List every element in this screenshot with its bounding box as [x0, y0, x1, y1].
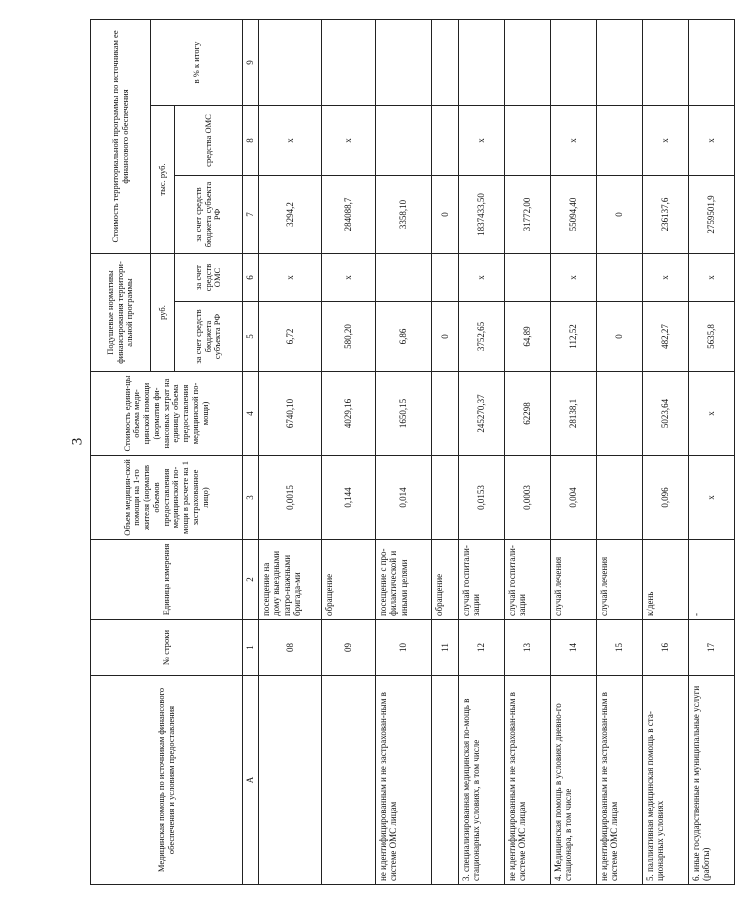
- row-cost-oms: [597, 105, 643, 175]
- row-unit: случай лечения: [551, 540, 597, 620]
- table-row: [643, 19, 689, 884]
- header-col-2: Единица измерения: [91, 540, 243, 620]
- table-row: [505, 19, 551, 884]
- row-line-number: 08: [259, 620, 322, 676]
- row-percent: [322, 19, 376, 105]
- row-cost-budget: 236137,6: [643, 175, 689, 253]
- colnum-1: 1: [243, 620, 259, 676]
- row-cost-budget: 284088,7: [322, 175, 376, 253]
- row-norm-oms: [597, 253, 643, 301]
- row-norm-budget: 0: [432, 302, 459, 372]
- table-row: [551, 19, 597, 884]
- row-line-number: 10: [376, 620, 432, 676]
- table-row: [376, 19, 432, 884]
- row-cost-budget: 3294,2: [259, 175, 322, 253]
- row-norm-oms: х: [551, 253, 597, 301]
- row-norm-oms: х: [643, 253, 689, 301]
- row-name: не идентифицированным и не застрахован-ным в системе ОМС лицам: [505, 676, 551, 885]
- colnum-5: 5: [243, 302, 259, 372]
- colnum-6: 6: [243, 253, 259, 301]
- colnum-3: 3: [243, 456, 259, 540]
- row-cost-budget: 0: [432, 175, 459, 253]
- row-unit: -: [689, 540, 735, 620]
- row-unit: обращение: [432, 540, 459, 620]
- row-unit: к/день: [643, 540, 689, 620]
- row-unit-cost: 1650,15: [376, 372, 432, 456]
- table-row: [597, 19, 643, 884]
- row-volume: 0,096: [643, 456, 689, 540]
- colnum-a: А: [243, 676, 259, 885]
- row-norm-budget: 112,52: [551, 302, 597, 372]
- row-unit-cost: 5023,64: [643, 372, 689, 456]
- row-unit-cost: 62298: [505, 372, 551, 456]
- row-norm-budget: 6,72: [259, 302, 322, 372]
- colnum-9: 9: [243, 19, 259, 105]
- header-group-normatives: Подушевые нормативы финансирования территори-альной программы: [91, 253, 151, 371]
- row-cost-oms: х: [643, 105, 689, 175]
- row-line-number: 17: [689, 620, 735, 676]
- row-name: 5. паллиативная медицинская помощь в ста-ционарных условиях: [643, 676, 689, 885]
- header-col-a: Медицинская помощь по источникам финансового обеспечения и условиям предоставления: [91, 676, 243, 885]
- row-norm-budget: 482,27: [643, 302, 689, 372]
- table-row: [322, 19, 376, 884]
- row-cost-oms: х: [459, 105, 505, 175]
- row-unit: случай госпитали-зации: [505, 540, 551, 620]
- row-percent: [459, 19, 505, 105]
- row-percent: [551, 19, 597, 105]
- header-col-7: за счет средств бюджета субъекта РФ: [175, 175, 243, 253]
- row-unit: случай лечения: [597, 540, 643, 620]
- header-unit-thous: тыс. руб.: [151, 105, 175, 253]
- row-cost-budget: 1837433,50: [459, 175, 505, 253]
- row-line-number: 16: [643, 620, 689, 676]
- colnum-7: 7: [243, 175, 259, 253]
- row-cost-budget: 3358,10: [376, 175, 432, 253]
- row-volume: х: [689, 456, 735, 540]
- row-norm-oms: х: [689, 253, 735, 301]
- table-row: [432, 19, 459, 884]
- row-name: не идентифицированным и не застрахован-ным в системе ОМС лицам: [376, 676, 432, 885]
- column-number-row: [243, 19, 259, 884]
- row-unit: посещение с про-филактической и иными целями: [376, 540, 432, 620]
- row-volume: 0,014: [376, 456, 432, 540]
- row-name: 3. специализированная медицинская по-мощь в стационарных условиях, в том числе: [459, 676, 505, 885]
- row-name: 4. Медицинская помощь в условиях дневно-го стационара, в том числе: [551, 676, 597, 885]
- row-norm-oms: [376, 253, 432, 301]
- row-percent: [689, 19, 735, 105]
- row-cost-oms: х: [689, 105, 735, 175]
- colnum-4: 4: [243, 372, 259, 456]
- row-name: [259, 676, 322, 885]
- row-name: 6. иные государственные и муниципальные услуги (работы): [689, 676, 735, 885]
- row-norm-budget: 0: [597, 302, 643, 372]
- row-volume: 0,144: [322, 456, 376, 540]
- header-col-8: средства ОМС: [175, 105, 243, 175]
- row-norm-budget: 580,20: [322, 302, 376, 372]
- row-unit: посещение на дому выездными патро-нажными бригада-ми: [259, 540, 322, 620]
- row-cost-oms: х: [259, 105, 322, 175]
- rotated-table-wrapper: [90, 20, 717, 885]
- row-percent: [597, 19, 643, 105]
- row-norm-budget: 5635,8: [689, 302, 735, 372]
- header-col-4: Стоимость едини-цы объема меди-цинской помощи (норматив фи-нансовых затрат на единицу объема предоставления медицинской по-мощи): [91, 372, 243, 456]
- row-name: [322, 676, 376, 885]
- row-norm-oms: х: [259, 253, 322, 301]
- header-col-6: за счет средств ОМС: [175, 253, 243, 301]
- row-name: не идентифицированным и не застрахован-ным в системе ОМС лицам: [597, 676, 643, 885]
- row-percent: [505, 19, 551, 105]
- table-row: [459, 19, 505, 884]
- row-volume: 0,0003: [505, 456, 551, 540]
- row-norm-budget: 64,89: [505, 302, 551, 372]
- row-norm-budget: 6,86: [376, 302, 432, 372]
- row-cost-oms: [505, 105, 551, 175]
- row-cost-oms: х: [551, 105, 597, 175]
- row-cost-budget: 0: [597, 175, 643, 253]
- row-line-number: 14: [551, 620, 597, 676]
- header-col-9: в % к итогу: [151, 19, 243, 105]
- table-row: [259, 19, 322, 884]
- row-percent: [643, 19, 689, 105]
- colnum-8: 8: [243, 105, 259, 175]
- header-unit-rub: руб.: [151, 253, 175, 371]
- row-volume: 0,0153: [459, 456, 505, 540]
- row-percent: [376, 19, 432, 105]
- row-name: [432, 676, 459, 885]
- row-cost-oms: [376, 105, 432, 175]
- row-norm-budget: 3752,65: [459, 302, 505, 372]
- row-cost-budget: 55094,40: [551, 175, 597, 253]
- row-unit: случай госпитали-зации: [459, 540, 505, 620]
- row-unit-cost: [597, 372, 643, 456]
- row-unit-cost: 245270,37: [459, 372, 505, 456]
- row-line-number: 13: [505, 620, 551, 676]
- row-volume: 0,0015: [259, 456, 322, 540]
- row-volume: [597, 456, 643, 540]
- header-col-1: № строки: [91, 620, 243, 676]
- row-unit-cost: х: [689, 372, 735, 456]
- row-norm-oms: [432, 253, 459, 301]
- row-unit: обращение: [322, 540, 376, 620]
- row-line-number: 09: [322, 620, 376, 676]
- row-volume: [432, 456, 459, 540]
- row-unit-cost: 28138,1: [551, 372, 597, 456]
- row-percent: [259, 19, 322, 105]
- header-col-5: за счет средств бюджета субъекта РФ: [175, 302, 243, 372]
- row-norm-oms: х: [322, 253, 376, 301]
- row-cost-oms: [432, 105, 459, 175]
- colnum-2: 2: [243, 540, 259, 620]
- row-unit-cost: 4029,16: [322, 372, 376, 456]
- row-cost-budget: 2759501,9: [689, 175, 735, 253]
- header-group-cost: Стоимость территориальной программы по источникам ее финансового обеспечения: [91, 19, 151, 253]
- row-volume: 0,004: [551, 456, 597, 540]
- row-line-number: 11: [432, 620, 459, 676]
- row-unit-cost: [432, 372, 459, 456]
- row-cost-budget: 31772,00: [505, 175, 551, 253]
- row-line-number: 15: [597, 620, 643, 676]
- program-cost-table: [90, 19, 735, 885]
- header-col-3: Объем медицин-ской помощи на 1-го жителя (норматив объемов предоставления медицинской по-мощи в расчете на 1 застрахованное лицо): [91, 456, 243, 540]
- row-line-number: 12: [459, 620, 505, 676]
- row-cost-oms: х: [322, 105, 376, 175]
- row-unit-cost: 6740,10: [259, 372, 322, 456]
- table-row: [689, 19, 735, 884]
- row-norm-oms: х: [459, 253, 505, 301]
- table-body: [259, 19, 735, 884]
- page-number: 3: [69, 437, 86, 446]
- row-norm-oms: [505, 253, 551, 301]
- row-percent: [432, 19, 459, 105]
